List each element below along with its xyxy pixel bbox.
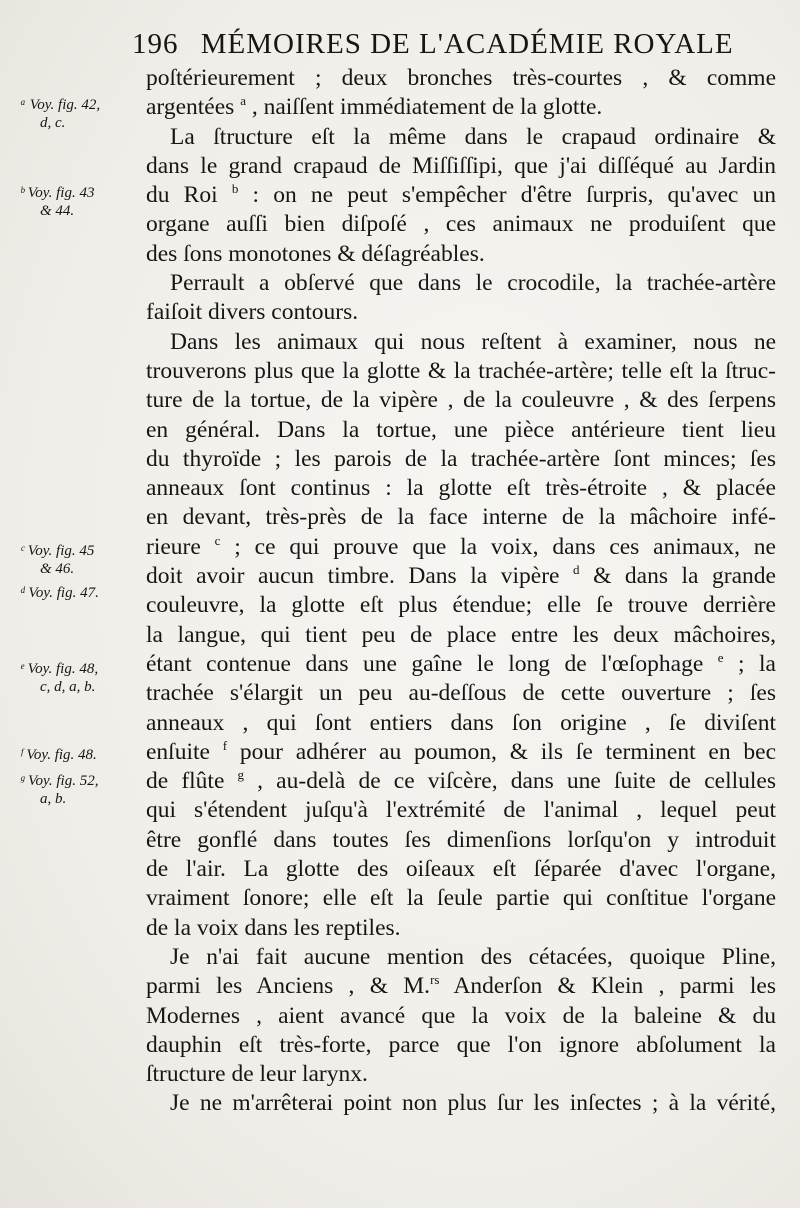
margin-note-g: ᵍ Voy. fig. 52, a, b. [20,773,99,807]
text-line: ture de la tortue, de la vipère , de la couleuvre , & des ſerpens [146,387,776,414]
text-line: enſuite $^f$ pour adhérer au poumon, & ils ſe terminent en bec [146,738,776,765]
margin-note-a: ᵃ Voy. fig. 42, d, c. [20,97,101,131]
running-title: MÉMOIRES DE L'ACADÉMIE ROYALE [200,28,734,60]
text-line: faiſoit divers contours. [146,299,359,326]
text-line: de flûte $^g$ , au-delà de ce viſcère, dans une ſuite de cellules [146,767,777,795]
text-line: anneaux ſont continus : la glotte eſt très-étroite , & placée [146,475,776,502]
text-line: argentées $^a$ , naiſſent immédiatement de la glotte. [146,93,603,121]
text-line: La ſtructure eſt la même dans le crapaud ordinaire & [170,123,776,150]
text-line: étant contenue dans une gaîne le long de l'œſophage $^e$ ; la [146,650,776,677]
text-line: en devant, très-près de la face interne de la mâchoire infé- [146,504,776,531]
text-line: organe auſſi bien diſpoſé , ces animaux ne produiſent que [146,211,776,238]
margin-note-d: ᵈ Voy. fig. 47. [20,585,99,601]
text-line: de l'air. La glotte des oiſeaux eſt ſéparée d'avec l'organe, [146,856,776,883]
text-line: Modernes , aient avancé que la voix de la baleine & du [146,1002,776,1029]
margin-note-c: ᶜ Voy. fig. 45 & 46. [20,543,95,577]
text-line: la langue, qui tient peu de place entre les deux mâchoires, [146,621,776,648]
running-header [132,28,772,61]
text-line: anneaux , qui ſont entiers dans ſon origine , ſe diviſent [146,709,776,736]
text-line: trachée s'élargit un peu au-deſſous de cette ouverture ; ſes [146,680,776,707]
text-line: couleuvre, la glotte eſt plus étendue; elle ſe trouve derrière [146,592,776,619]
main-text [146,64,776,1119]
text-line: dauphin eſt très-forte, parce que l'on ignore abſolument la [146,1031,776,1058]
text-line: parmi les Anciens , & M.$^{rs}$ Anderſon & Klein , parmi les [146,972,776,1000]
text-line: trouverons plus que la glotte & la trachée-artère; telle eſt la ſtruc- [146,357,776,384]
text-line: poſtérieurement ; deux bronches très-courtes , & comme [146,65,776,91]
text-line: du thyroïde ; les parois de la trachée-artère ſont minces; ſes [146,445,776,472]
text-line: qui s'étendent juſqu'à l'extrémité de l'animal , lequel peut [146,797,776,824]
text-line: dans le grand crapaud de Miſſiſſipi, que j'ai diſſéqué au Jardin [146,152,776,179]
text-line: du Roi $^b$ : on ne peut s'empêcher d'être ſurpris, qu'avec un [146,181,776,209]
margin-note-b: ᵇ Voy. fig. 43 & 44. [20,185,95,219]
text-line: Je ne m'arrêterai point non plus ſur les inſectes ; à la vérité, [170,1090,776,1117]
text-line: Perrault a obſervé que dans le crocodile, la trachée-artère [170,270,776,297]
margin-note-e: ᵉ Voy. fig. 48, c, d, a, b. [20,661,99,695]
text-line: doit avoir aucun timbre. Dans la vipère $^d$ & dans la grande [146,562,776,590]
text-line: vraiment ſonore; elle eſt la ſeule partie qui conſtitue l'organe [146,885,776,912]
margin-note-f: ᶠ Voy. fig. 48. [20,747,97,763]
text-line: être gonflé dans toutes ſes dimenſions lorſqu'on y introduit [146,826,776,853]
text-line: Dans les animaux qui nous reſtent à examiner, nous ne [170,328,776,355]
text-line: rieure $^c$ ; ce qui prouve que la voix, dans ces animaux, ne [146,532,776,560]
text-line: des ſons monotones & déſagréables. [146,240,485,267]
text-line: Je n'ai fait aucune mention des cétacées, quoique Pline, [170,943,776,970]
text-line: en général. Dans la tortue, une pièce antérieure tient lieu [146,416,776,443]
page-number: 196 [132,28,179,60]
text-line: de la voix dans les reptiles. [146,914,401,941]
text-line: ſtructure de leur larynx. [146,1061,368,1088]
